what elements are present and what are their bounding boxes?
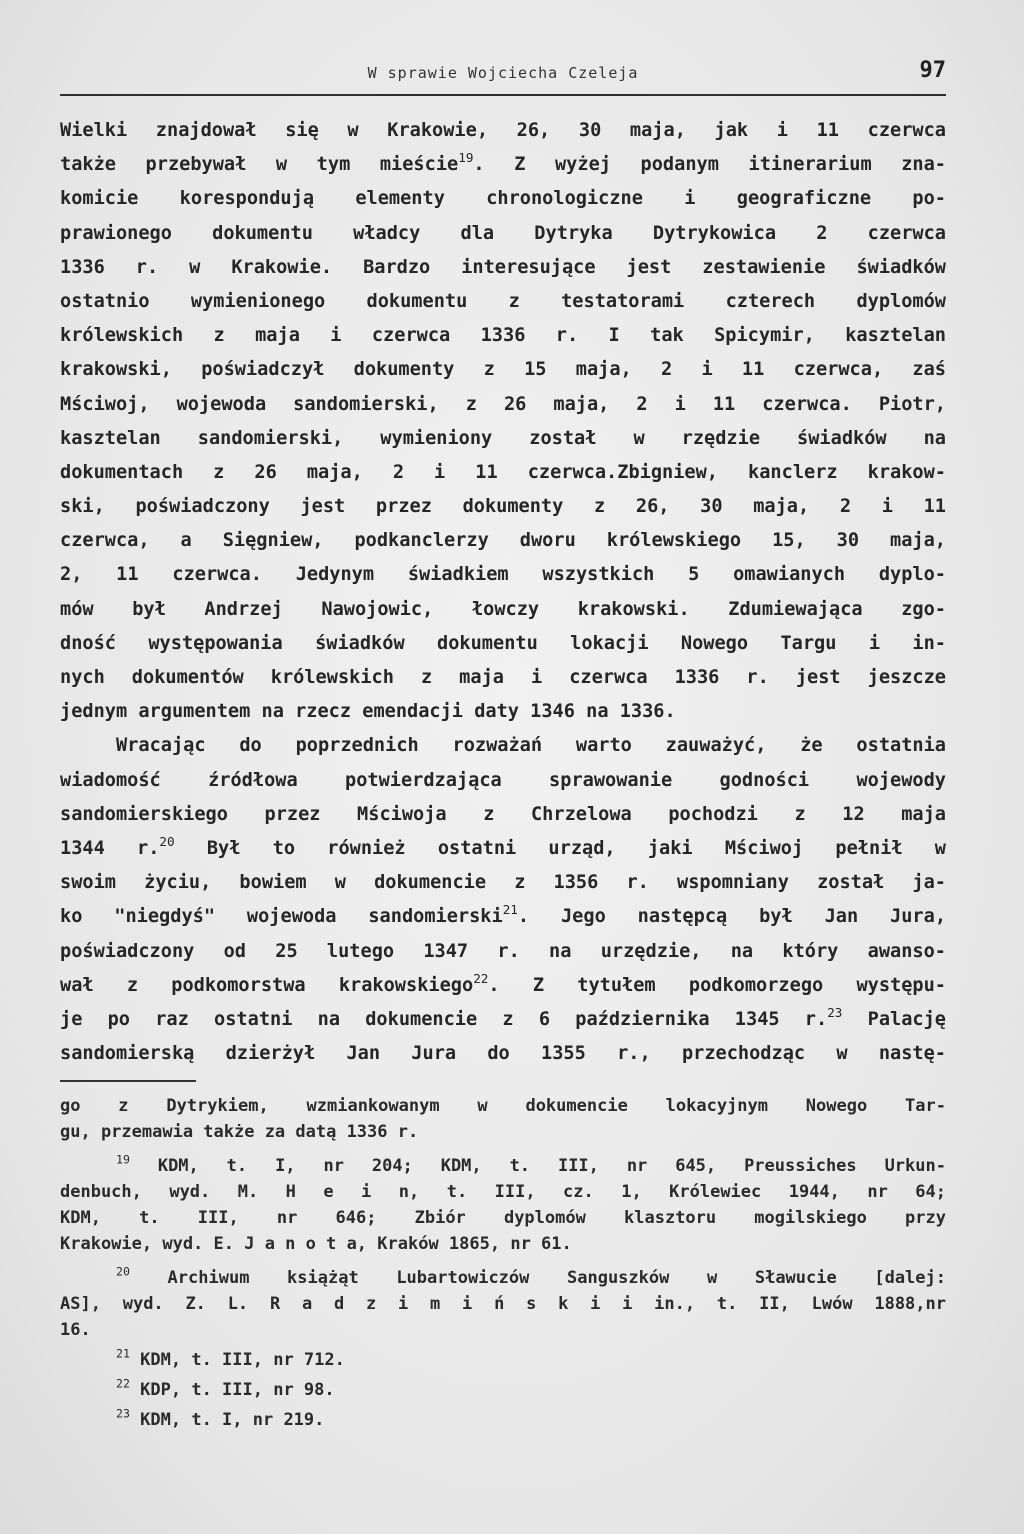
footnote-21: $^{21}$ KDM, t. III, nr 712. [116, 1346, 345, 1370]
text-line: ski, poświadczony jest przez dokumenty z 26, 30 maja, 2 i 11 [60, 496, 946, 518]
text-line: wał z podkomorstwa krakowskiego$^{22}$. Z tytułem podkomorzego występu- [60, 970, 947, 996]
footnote-line: Krakowie, wyd. E. J a n o t a, Kraków 1865, nr 61. [60, 1234, 572, 1254]
footnote-ref: 20 [159, 833, 175, 849]
footnote-line: denbuch, wyd. M. H e i n, t. III, cz. 1, Królewiec 1944, nr 64; [60, 1182, 946, 1202]
footnote-separator [60, 1080, 196, 1082]
footnote-line: gu, przemawia także za datą 1336 r. [60, 1122, 419, 1142]
footnote-23: $^{23}$ KDM, t. I, nr 219. [116, 1406, 325, 1430]
text-line: kasztelan sandomierski, wymieniony został w rzędzie świadków na [60, 427, 946, 449]
footnote-ref: 23 [827, 1004, 843, 1020]
footnote-22: $^{22}$ KDP, t. III, nr 98. [116, 1376, 335, 1400]
text-line: jednym argumentem na rzecz emendacji daty 1346 na 1336. [60, 701, 676, 723]
footnote-line: go z Dytrykiem, wzmiankowanym w dokumencie lokacyjnym Nowego Tar- [60, 1096, 946, 1116]
footnote-ref: 21 [502, 902, 518, 918]
page-number: 97 [919, 58, 946, 83]
text-line: 1336 r. w Krakowie. Bardzo interesujące jest zestawienie świadków [60, 256, 946, 278]
text-line: sandomierskiego przez Mściwoja z Chrzelowa pochodzi z 12 maja [60, 803, 946, 825]
text-line: dokumentach z 26 maja, 2 i 11 czerwca.Zbigniew, kanclerz krakow- [60, 461, 946, 483]
text-line: czerwca, a Sięgniew, podkanclerzy dworu królewskiego 15, 30 maja, [60, 530, 946, 552]
main-text [60, 114, 946, 1071]
text-line: Wracając do poprzednich rozważań warto zauważyć, że ostatnia [116, 735, 946, 757]
text-line: Wielki znajdował się w Krakowie, 26, 30 maja, jak i 11 czerwca [60, 120, 946, 141]
footnote-19: $^{19}$ KDM, t. I, nr 204; KDM, t. III, nr 645, Preussiches Urkun- [116, 1152, 946, 1176]
footnote-line: 16. [60, 1320, 91, 1340]
footnote-number: 23 [116, 1406, 130, 1421]
footnote-20: $^{20}$ Archiwum książąt Lubartowiczów Sanguszków w Sławucie [dalej: [116, 1264, 946, 1288]
text-line: 1344 r.$^{20}$ Był to również ostatni urząd, jaki Mściwoj pełnił w [60, 833, 946, 859]
footnote-line: AS], wyd. Z. L. R a d z i m i ń s k i i in., t. II, Lwów 1888,nr [60, 1294, 946, 1314]
text-line: swoim życiu, bowiem w dokumencie z 1356 r. wspomniany został ja- [60, 872, 946, 894]
footnote-number: 22 [116, 1376, 130, 1391]
text-line: krakowski, poświadczył dokumenty z 15 maja, 2 i 11 czerwca, zaś [60, 359, 946, 381]
text-line: także przebywał w tym mieście$^{19}$. Z wyżej podanym itinerarium zna- [60, 149, 947, 176]
text-line: nych dokumentów królewskich z maja i czerwca 1336 r. jest jeszcze [60, 667, 946, 688]
footnotes [60, 1093, 946, 1433]
footnote-number: 20 [116, 1264, 130, 1279]
text-line: ko "niegdyś" wojewoda sandomierski$^{21}$. Jego następcą był Jan Jura, [60, 902, 947, 928]
text-line: prawionego dokumentu władcy dla Dytryka Dytrykowica 2 czerwca [60, 222, 946, 244]
text-line: dność występowania świadków dokumentu lokacji Nowego Targu i in- [60, 632, 946, 654]
footnote-line: KDM, t. III, nr 646; Zbiór dyplomów klasztoru mogilskiego przy [60, 1208, 946, 1228]
text-line: je po raz ostatni na dokumencie z 6 października 1345 r.$^{23}$ Palację [60, 1004, 946, 1030]
footnote-number: 21 [116, 1346, 130, 1361]
text-line: królewskich z maja i czerwca 1336 r. I tak Spicymir, kasztelan [60, 325, 946, 347]
footnote-number: 19 [116, 1152, 130, 1167]
text-line: ostatnio wymienionego dokumentu z testatorami czterech dyplomów [60, 290, 946, 312]
text-line: komicie korespondują elementy chronologiczne i geograficzne po- [60, 188, 946, 210]
text-line: 2, 11 czerwca. Jedynym świadkiem wszystkich 5 omawianych dyplo- [60, 564, 946, 586]
running-title: W sprawie Wojciecha Czeleja [367, 64, 639, 82]
text-line: wiadomość źródłowa potwierdzająca sprawowanie godności wojewody [60, 769, 946, 791]
text-line: Mściwoj, wojewoda sandomierski, z 26 maja, 2 i 11 czerwca. Piotr, [60, 393, 946, 415]
text-line: poświadczony od 25 lutego 1347 r. na urzędzie, na który awanso- [60, 940, 946, 962]
text-line: mów był Andrzej Nawojowic, łowczy krakowski. Zdumiewająca zgo- [60, 598, 946, 620]
page-header [60, 58, 946, 96]
text-line: sandomierską dzierżył Jan Jura do 1355 r., przechodząc w nastę- [60, 1043, 946, 1065]
footnote-ref: 19 [458, 149, 474, 165]
footnote-ref: 22 [473, 970, 489, 986]
